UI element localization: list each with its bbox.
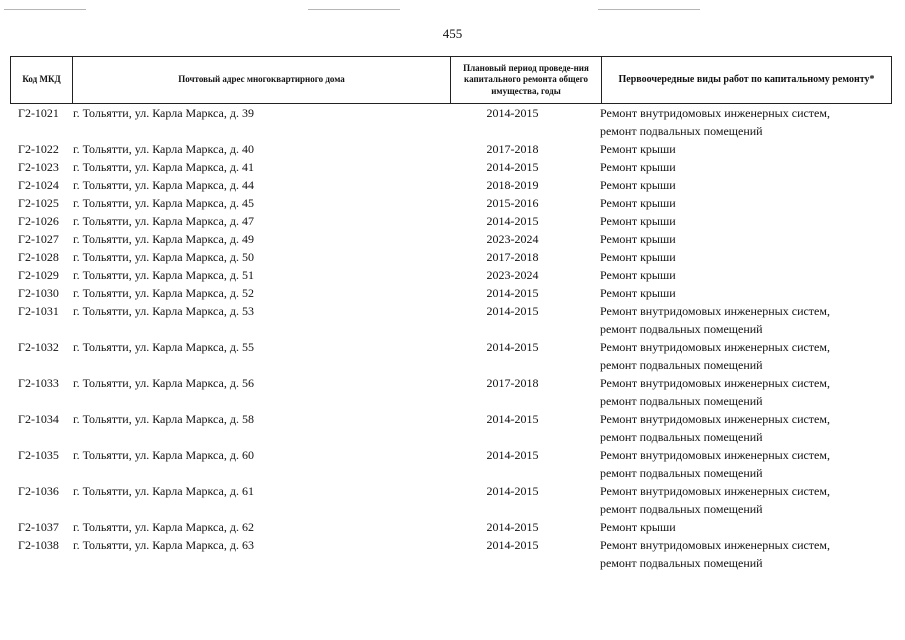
work-item: Ремонт крыши xyxy=(600,214,676,228)
cell-works xyxy=(600,374,890,410)
table-row xyxy=(10,266,892,284)
cell-period: 2018-2019 xyxy=(486,178,539,192)
work-item: Ремонт крыши xyxy=(600,268,676,282)
table-row xyxy=(10,482,892,518)
table-row xyxy=(10,194,892,212)
cell-works xyxy=(600,302,890,338)
scan-mark-right xyxy=(598,9,700,10)
cell-period: 2014-2015 xyxy=(486,520,539,534)
cell-address: г. Тольятти, ул. Карла Маркса, д. 50 xyxy=(73,250,254,264)
work-item: Ремонт внутридомовых инженерных систем, xyxy=(600,106,830,120)
cell-works xyxy=(600,518,890,536)
cell-address: г. Тольятти, ул. Карла Маркса, д. 58 xyxy=(73,412,254,426)
cell-works xyxy=(600,230,890,248)
table-row xyxy=(10,446,892,482)
table-row xyxy=(10,176,892,194)
cell-period: 2014-2015 xyxy=(486,214,539,228)
cell-period: 2014-2015 xyxy=(486,448,539,462)
cell-works xyxy=(600,104,890,140)
cell-period: 2014-2015 xyxy=(486,106,539,120)
cell-code: Г2-1038 xyxy=(18,538,59,552)
table-row xyxy=(10,248,892,266)
cell-period: 2015-2016 xyxy=(486,196,539,210)
cell-works xyxy=(600,482,890,518)
cell-address: г. Тольятти, ул. Карла Маркса, д. 44 xyxy=(73,178,254,192)
table-row xyxy=(10,284,892,302)
cell-address: г. Тольятти, ул. Карла Маркса, д. 41 xyxy=(73,160,254,174)
table-row xyxy=(10,518,892,536)
table-header xyxy=(10,56,892,104)
cell-address: г. Тольятти, ул. Карла Маркса, д. 45 xyxy=(73,196,254,210)
table-row xyxy=(10,158,892,176)
cell-period: 2014-2015 xyxy=(486,304,539,318)
work-item: Ремонт крыши xyxy=(600,196,676,210)
table-row xyxy=(10,212,892,230)
cell-address: г. Тольятти, ул. Карла Маркса, д. 40 xyxy=(73,142,254,156)
work-item: Ремонт внутридомовых инженерных систем, xyxy=(600,484,830,498)
cell-address: г. Тольятти, ул. Карла Маркса, д. 60 xyxy=(73,448,254,462)
work-item: ремонт подвальных помещений xyxy=(600,322,763,336)
work-item: Ремонт крыши xyxy=(600,142,676,156)
cell-period: 2023-2024 xyxy=(486,268,539,282)
table-row xyxy=(10,374,892,410)
cell-period: 2014-2015 xyxy=(486,286,539,300)
work-item: ремонт подвальных помещений xyxy=(600,502,763,516)
cell-address: г. Тольятти, ул. Карла Маркса, д. 51 xyxy=(73,268,254,282)
scan-mark-left xyxy=(4,9,86,10)
work-item: Ремонт крыши xyxy=(600,160,676,174)
cell-address: г. Тольятти, ул. Карла Маркса, д. 47 xyxy=(73,214,254,228)
table-row xyxy=(10,410,892,446)
cell-period: 2014-2015 xyxy=(486,160,539,174)
cell-period: 2014-2015 xyxy=(486,412,539,426)
cell-works xyxy=(600,338,890,374)
cell-code: Г2-1035 xyxy=(18,448,59,462)
work-item: ремонт подвальных помещений xyxy=(600,358,763,372)
table-row xyxy=(10,230,892,248)
cell-works xyxy=(600,158,890,176)
cell-works xyxy=(600,248,890,266)
cell-address: г. Тольятти, ул. Карла Маркса, д. 61 xyxy=(73,484,254,498)
housing-register-table xyxy=(10,56,892,572)
page-number: 455 xyxy=(442,26,463,41)
header-period: Плановый период проведе-ния капитального ремонта общего имущества, годы xyxy=(450,57,601,103)
cell-works xyxy=(600,284,890,302)
cell-address: г. Тольятти, ул. Карла Маркса, д. 56 xyxy=(73,376,254,390)
cell-works xyxy=(600,446,890,482)
work-item: Ремонт внутридомовых инженерных систем, xyxy=(600,412,830,426)
cell-code: Г2-1034 xyxy=(18,412,59,426)
cell-code: Г2-1022 xyxy=(18,142,59,156)
work-item: Ремонт внутридомовых инженерных систем, xyxy=(600,340,830,354)
cell-code: Г2-1033 xyxy=(18,376,59,390)
table-body xyxy=(10,104,892,572)
table-row xyxy=(10,104,892,140)
cell-works xyxy=(600,266,890,284)
work-item: ремонт подвальных помещений xyxy=(600,556,763,570)
cell-works xyxy=(600,410,890,446)
scan-mark-center xyxy=(308,9,400,10)
table-row xyxy=(10,536,892,572)
work-item: Ремонт крыши xyxy=(600,286,676,300)
work-item: ремонт подвальных помещений xyxy=(600,124,763,138)
cell-code: Г2-1026 xyxy=(18,214,59,228)
cell-code: Г2-1036 xyxy=(18,484,59,498)
cell-address: г. Тольятти, ул. Карла Маркса, д. 39 xyxy=(73,106,254,120)
cell-address: г. Тольятти, ул. Карла Маркса, д. 55 xyxy=(73,340,254,354)
work-item: Ремонт крыши xyxy=(600,232,676,246)
cell-period: 2014-2015 xyxy=(486,538,539,552)
cell-code: Г2-1025 xyxy=(18,196,59,210)
cell-period: 2014-2015 xyxy=(486,340,539,354)
work-item: Ремонт внутридомовых инженерных систем, xyxy=(600,376,830,390)
cell-period: 2014-2015 xyxy=(486,484,539,498)
table-row xyxy=(10,338,892,374)
cell-address: г. Тольятти, ул. Карла Маркса, д. 62 xyxy=(73,520,254,534)
work-item: Ремонт крыши xyxy=(600,520,676,534)
cell-works xyxy=(600,194,890,212)
cell-code: Г2-1024 xyxy=(18,178,59,192)
cell-code: Г2-1028 xyxy=(18,250,59,264)
cell-works xyxy=(600,176,890,194)
cell-address: г. Тольятти, ул. Карла Маркса, д. 49 xyxy=(73,232,254,246)
header-address: Почтовый адрес многоквартирного дома xyxy=(72,57,450,103)
work-item: ремонт подвальных помещений xyxy=(600,394,763,408)
table-row xyxy=(10,302,892,338)
work-item: Ремонт крыши xyxy=(600,250,676,264)
cell-code: Г2-1021 xyxy=(18,106,59,120)
cell-address: г. Тольятти, ул. Карла Маркса, д. 63 xyxy=(73,538,254,552)
header-code: Код МКД xyxy=(22,74,61,85)
cell-works xyxy=(600,212,890,230)
header-works: Первоочередные виды работ по капитальному ремонту* xyxy=(601,57,891,103)
cell-code: Г2-1037 xyxy=(18,520,59,534)
work-item: Ремонт внутридомовых инженерных систем, xyxy=(600,538,830,552)
cell-period: 2017-2018 xyxy=(486,376,539,390)
cell-address: г. Тольятти, ул. Карла Маркса, д. 52 xyxy=(73,286,254,300)
cell-address: г. Тольятти, ул. Карла Маркса, д. 53 xyxy=(73,304,254,318)
table-row xyxy=(10,140,892,158)
cell-code: Г2-1027 xyxy=(18,232,59,246)
work-item: Ремонт внутридомовых инженерных систем, xyxy=(600,448,830,462)
work-item: ремонт подвальных помещений xyxy=(600,430,763,444)
cell-code: Г2-1029 xyxy=(18,268,59,282)
work-item: Ремонт внутридомовых инженерных систем, xyxy=(600,304,830,318)
cell-period: 2017-2018 xyxy=(486,250,539,264)
work-item: ремонт подвальных помещений xyxy=(600,466,763,480)
cell-code: Г2-1031 xyxy=(18,304,59,318)
work-item: Ремонт крыши xyxy=(600,178,676,192)
cell-code: Г2-1023 xyxy=(18,160,59,174)
cell-period: 2017-2018 xyxy=(486,142,539,156)
cell-works xyxy=(600,140,890,158)
cell-period: 2023-2024 xyxy=(486,232,539,246)
cell-code: Г2-1030 xyxy=(18,286,59,300)
cell-code: Г2-1032 xyxy=(18,340,59,354)
cell-works xyxy=(600,536,890,572)
